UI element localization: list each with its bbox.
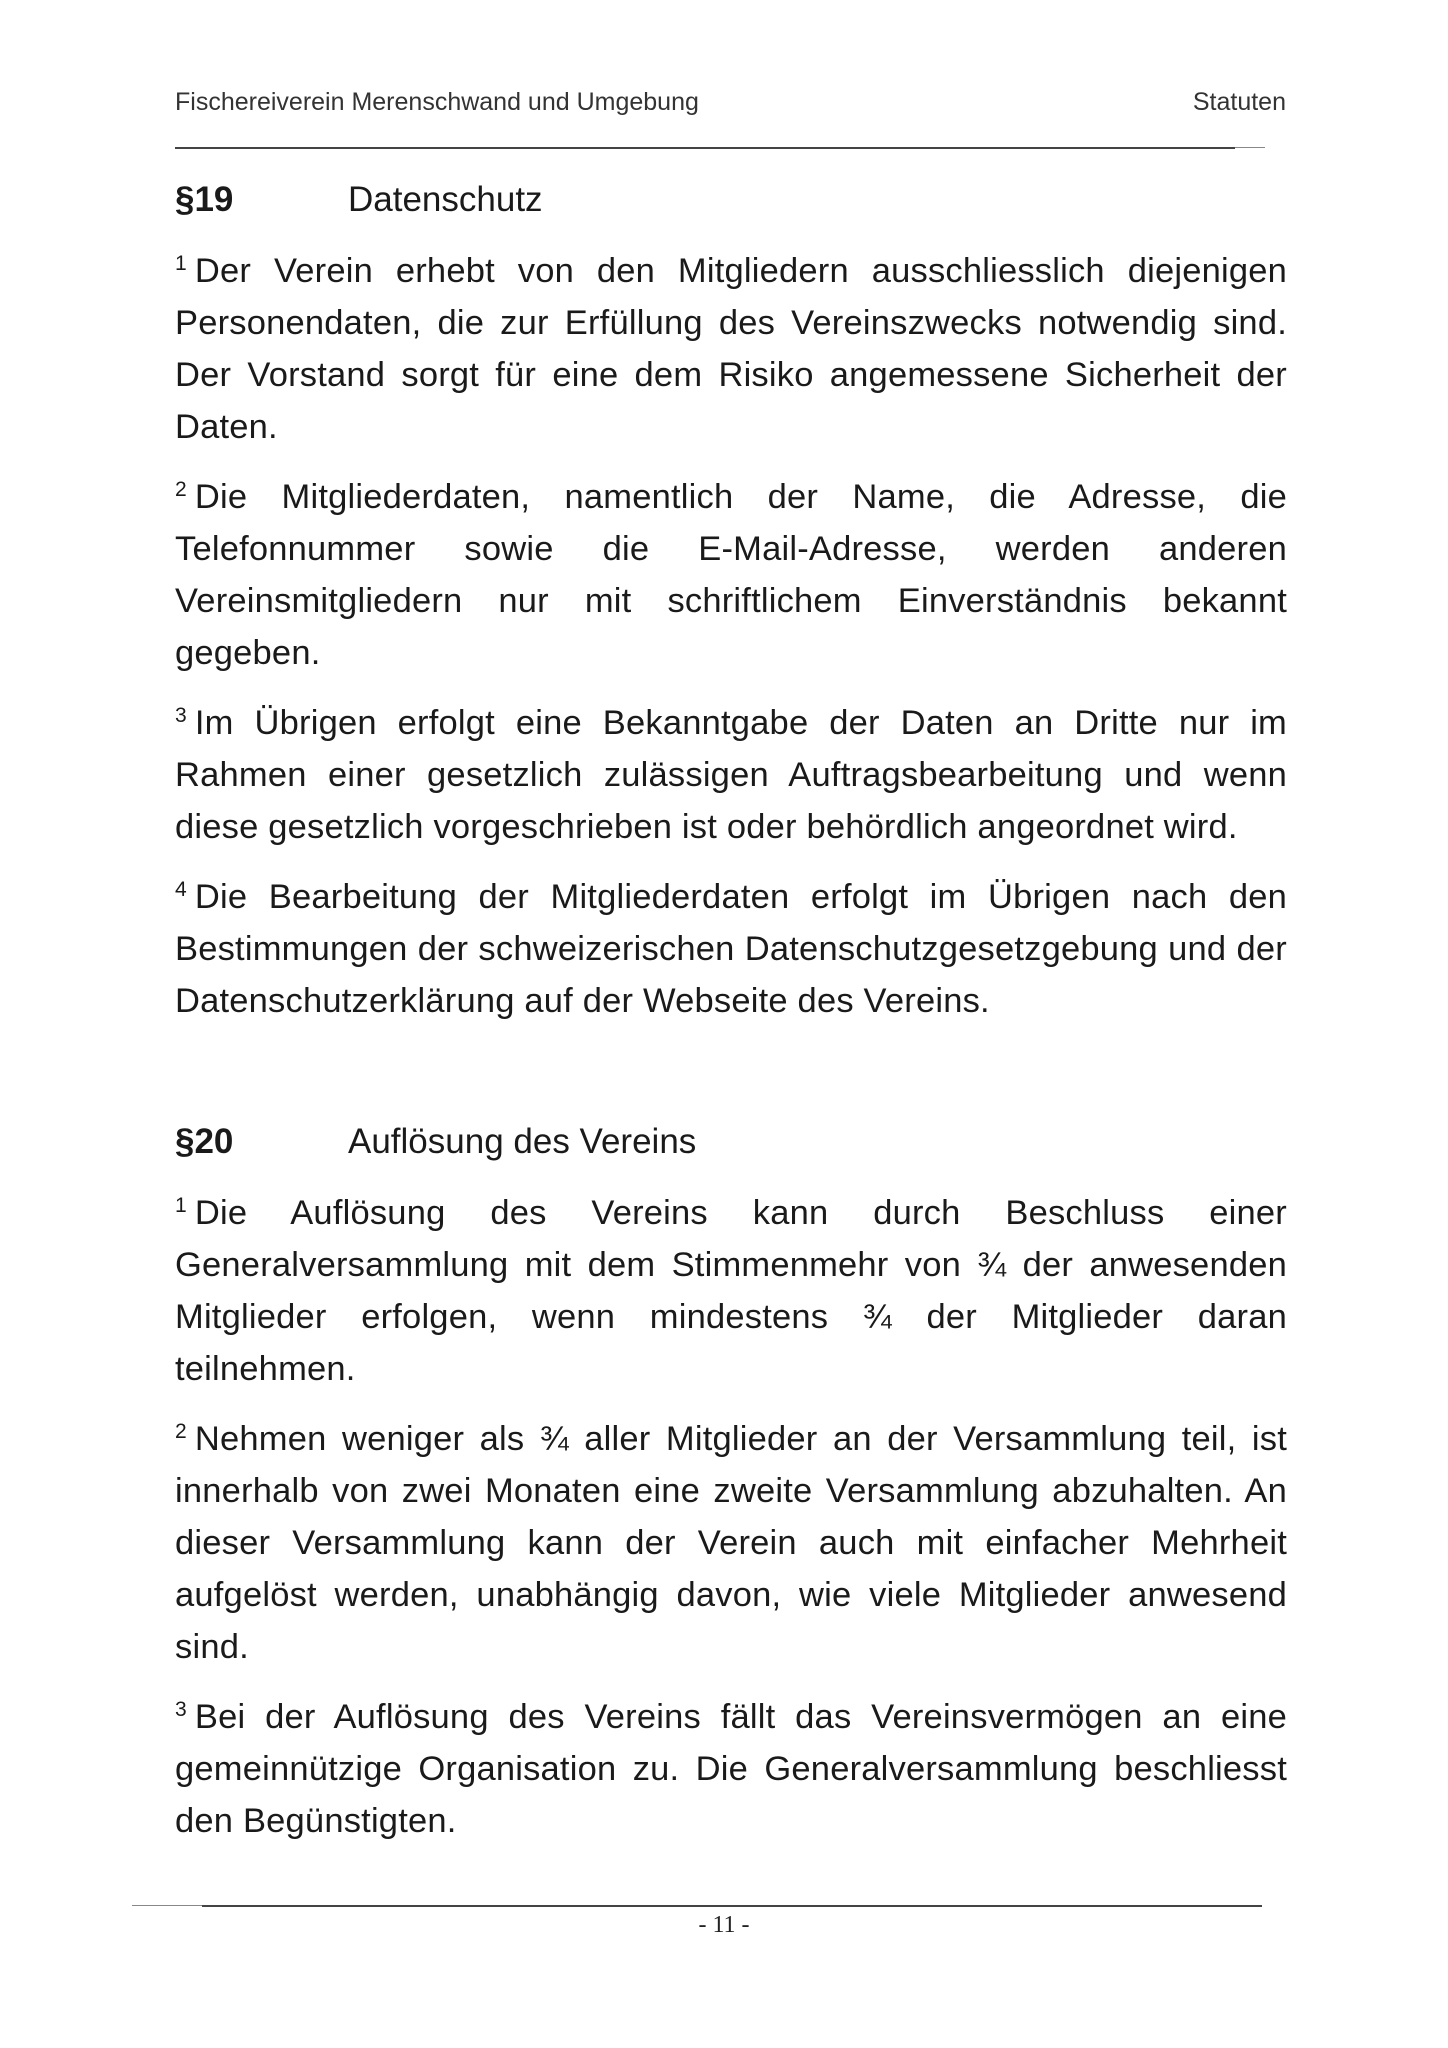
paragraph-text: Im Übrigen erfolgt eine Bekanntgabe der Daten an Dritte nur im Rahmen einer gesetzlich zulässigen Auftragsbearbeitung und wenn diese gesetzlich vorgeschrieben ist oder behördlich angeordnet wird. — [175, 704, 1287, 846]
paragraph — [175, 871, 1287, 1027]
section-number: §19 — [175, 180, 234, 219]
paragraph-text: Die Bearbeitung der Mitgliederdaten erfolgt im Übrigen nach den Bestimmungen der schweizerischen Datenschutzgesetzgebung und der Datenschutzerklärung auf der Webseite des Vereins. — [175, 878, 1287, 1020]
section-number: §20 — [175, 1122, 234, 1161]
section-title: Datenschutz — [348, 180, 543, 219]
paragraph — [175, 471, 1287, 679]
paragraph-text: Die Auflösung des Vereins kann durch Beschluss einer Generalversammlung mit dem Stimmenmehr von ¾ der anwesenden Mitglieder erfolgen, wenn mindestens ¾ der Mitglieder daran teilnehmen. — [175, 1194, 1287, 1388]
paragraph — [175, 697, 1287, 853]
paragraph-number: 3 — [175, 703, 187, 727]
paragraph-number: 2 — [175, 477, 187, 501]
paragraph-number: 4 — [175, 877, 187, 901]
paragraph-text: Der Verein erhebt von den Mitgliedern ausschliesslich diejenigen Personendaten, die zur Erfüllung des Vereinszwecks notwendig sind. Der Vorstand sorgt für eine dem Risiko angemessene Sicherheit der Daten. — [175, 252, 1287, 446]
header-organization-name: Fischereiverein Merenschwand und Umgebung — [175, 88, 699, 116]
footer-divider — [202, 1905, 1262, 1907]
page-number: - 11 - — [698, 1912, 750, 1938]
section-title: Auflösung des Vereins — [348, 1122, 697, 1161]
section-19 — [175, 175, 1287, 1027]
section-20 — [175, 1117, 1287, 1847]
header-document-type: Statuten — [1192, 88, 1286, 116]
paragraph-number: 2 — [175, 1419, 187, 1443]
header-divider — [175, 147, 1235, 149]
paragraph-text: Nehmen weniger als ¾ aller Mitglieder an der Versammlung teil, ist innerhalb von zwei Monaten eine zweite Versammlung abzuhalten. An dieser Versammlung kann der Verein auch mit einfacher Mehrheit aufgelöst werden, unabhängig davon, wie viele Mitglieder anwesend sind. — [175, 1420, 1287, 1666]
paragraph-number: 1 — [175, 1193, 187, 1217]
paragraph-number: 1 — [175, 251, 187, 275]
paragraph — [175, 245, 1287, 453]
paragraph-text: Bei der Auflösung des Vereins fällt das Vereinsvermögen an eine gemeinnützige Organisation zu. Die Generalversammlung beschliesst den Begünstigten. — [175, 1698, 1287, 1840]
document-content — [175, 175, 1287, 1865]
paragraph — [175, 1187, 1287, 1395]
section-heading — [175, 1117, 1287, 1167]
paragraph-text: Die Mitgliederdaten, namentlich der Name, die Adresse, die Telefonnummer sowie die E-Mail-Adresse, werden anderen Vereinsmitgliedern nur mit schriftlichem Einverständnis bekannt gegeben. — [175, 478, 1287, 672]
paragraph-number: 3 — [175, 1697, 187, 1721]
paragraph — [175, 1413, 1287, 1673]
section-heading — [175, 175, 1287, 225]
paragraph — [175, 1691, 1287, 1847]
